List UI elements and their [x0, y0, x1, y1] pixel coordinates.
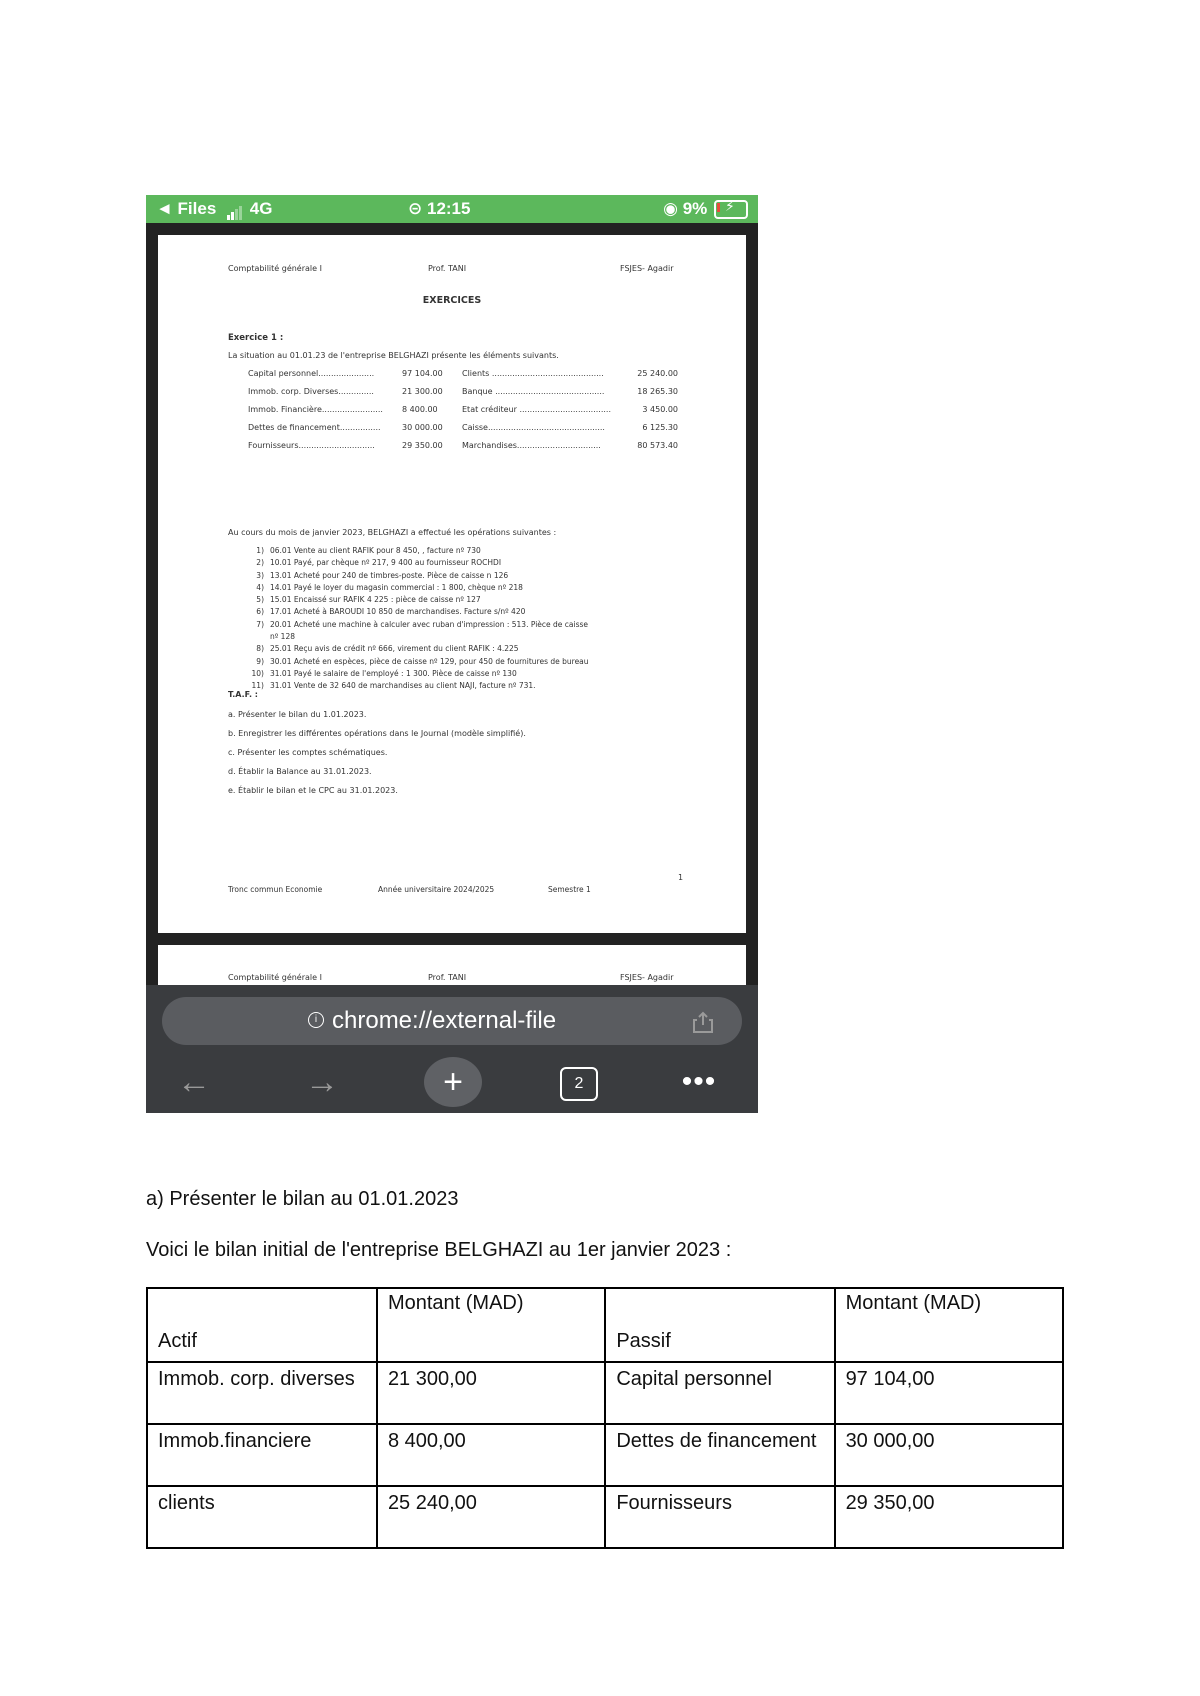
- pdf-header-left: Comptabilité générale I: [228, 973, 322, 982]
- table-cell: 21 300,00: [377, 1362, 605, 1424]
- taf-item: b. Enregistrer les différentes opérations dans le Journal (modèle simplifié).: [228, 729, 526, 738]
- table-header-row: [147, 1288, 1063, 1362]
- pdf-page: [158, 235, 746, 933]
- address-bar[interactable]: [162, 997, 742, 1045]
- info-icon[interactable]: i: [308, 1012, 324, 1028]
- back-to-files-link[interactable]: ◄ Files: [156, 199, 217, 218]
- back-arrow-icon[interactable]: ←: [177, 1063, 211, 1101]
- table-cell: Capital personnel: [605, 1362, 834, 1424]
- operation-item: 8) 25.01 Reçu avis de crédit nº 666, virement du client RAFIK : 4.225: [256, 644, 519, 654]
- status-right: [663, 199, 748, 219]
- pdf-header-right: FSJES- Agadir: [620, 264, 674, 273]
- table-cell: Immob.financiere: [147, 1424, 377, 1486]
- status-left: [156, 199, 272, 220]
- table-cell: 29 350,00: [835, 1486, 1063, 1548]
- signal-icon: [227, 200, 243, 220]
- table-cell: 97 104,00: [835, 1362, 1063, 1424]
- balance-row: Immob. Financière........................ 8 400.00 Etat créditeur .................................... 3 450.00: [248, 405, 678, 414]
- taf-item: a. Présenter le bilan du 1.01.2023.: [228, 710, 367, 719]
- url-text: chrome://external-file: [332, 1007, 557, 1034]
- operation-item: 7) 20.01 Acheté une machine à calculer avec ruban d'impression : 513. Pièce de caisse: [256, 619, 589, 629]
- orientation-lock-icon: ◉: [663, 199, 678, 218]
- network-label: 4G: [249, 199, 273, 218]
- operation-item: 3) 13.01 Acheté pour 240 de timbres-poste. Pièce de caisse n 126: [256, 570, 509, 580]
- pdf-title: EXERCICES: [422, 295, 482, 306]
- operation-item: 4) 14.01 Payé le loyer du magasin commercial : 1 800, chèque nº 218: [256, 582, 523, 592]
- table-cell: 30 000,00: [835, 1424, 1063, 1486]
- operation-item: 9) 30.01 Acheté en espèces, pièce de caisse nº 129, pour 450 de fournitures de bureau: [256, 656, 589, 666]
- exercise-title: Exercice 1 :: [228, 333, 284, 343]
- operation-item: 11) 31.01 Vente de 32 640 de marchandises au client NAJI, facture nº 731.: [251, 681, 536, 691]
- table-cell: Immob. corp. diverses: [147, 1362, 377, 1424]
- table-cell: 8 400,00: [377, 1424, 605, 1486]
- table-cell: Fournisseurs: [605, 1486, 834, 1548]
- table-header-cell: Montant (MAD): [835, 1288, 1063, 1362]
- balance-row: Fournisseurs.............................. 29 350.00 Marchandises................................. 80 573.40: [248, 441, 678, 450]
- table-cell: 25 240,00: [377, 1486, 605, 1548]
- table-header-cell: Actif: [147, 1288, 377, 1362]
- pdf-footer-left: Tronc commun Economie: [228, 885, 323, 894]
- status-bar: [146, 195, 758, 223]
- operation-item: 5) 15.01 Encaissé sur RAFIK 4 225 : pièce de caisse nº 127: [256, 595, 481, 605]
- pdf-header-center: Prof. TANI: [428, 264, 467, 273]
- balance-row: Capital personnel...................... 97 104.00 Clients ............................................ 25 240.00: [248, 369, 678, 378]
- table-row: [147, 1486, 1063, 1548]
- taf-title: T.A.F. :: [228, 690, 258, 699]
- balance-row: Immob. corp. Diverses.............. 21 300.00 Banque ........................................... 18 265.30: [248, 387, 678, 396]
- taf-item: e. Établir le bilan et le CPC au 31.01.2023.: [228, 786, 398, 795]
- pdf-header-right: FSJES- Agadir: [620, 973, 674, 982]
- operations-list: [248, 545, 668, 693]
- document-heading: a) Présenter le bilan au 01.01.2023: [146, 1188, 459, 1210]
- clock: 12:15: [426, 199, 471, 218]
- table-header-cell: Passif: [605, 1288, 834, 1362]
- operations-intro: Au cours du mois de janvier 2023, BELGHAZI a effectué les opérations suivantes :: [228, 528, 557, 537]
- operation-item: 1) 06.01 Vente au client RAFIK pour 8 450, , facture nº 730: [256, 546, 481, 555]
- operation-item: 6) 17.01 Acheté à BAROUDI 10 850 de marchandises. Facture s/nº 420: [256, 607, 526, 617]
- forward-arrow-icon[interactable]: →: [305, 1063, 339, 1101]
- table-row: [147, 1424, 1063, 1486]
- operation-item: 2) 10.01 Payé, par chèque nº 217, 9 400 au fournisseur ROCHDI: [256, 558, 502, 568]
- browser-toolbar: [146, 985, 758, 1113]
- status-center: [408, 199, 470, 219]
- pdf-footer-center: Année universitaire 2024/2025: [378, 885, 495, 894]
- navigation-row: [146, 1057, 758, 1109]
- new-tab-plus-icon[interactable]: +: [424, 1057, 482, 1107]
- table-cell: clients: [147, 1486, 377, 1548]
- page-number: 1: [678, 873, 684, 882]
- pdf-header-center: Prof. TANI: [428, 973, 467, 982]
- more-menu-icon[interactable]: •••: [681, 1065, 717, 1098]
- taf-item: d. Établir la Balance au 31.01.2023.: [228, 767, 372, 776]
- taf-item: c. Présenter les comptes schématiques.: [228, 748, 388, 757]
- exercise-intro: La situation au 01.01.23 de l'entreprise BELGHAZI présente les éléments suivants.: [228, 351, 559, 360]
- link-icon: ⊝: [408, 199, 423, 218]
- table-cell: Dettes de financement: [605, 1424, 834, 1486]
- tab-count-button[interactable]: 2: [560, 1067, 598, 1101]
- operation-item-continuation: nº 128: [270, 632, 295, 642]
- operation-item: 10) 31.01 Payé le salaire de l'employé : 1 300. Pièce de caisse nº 130: [251, 668, 517, 678]
- pdf-header-left: Comptabilité générale I: [228, 264, 322, 273]
- table-row: [147, 1362, 1063, 1424]
- balance-row: Dettes de financement................ 30 000.00 Caisse.............................................. 6 125.30: [248, 423, 678, 432]
- phone-screenshot: [146, 195, 758, 1113]
- battery-icon: ⚡: [714, 200, 748, 219]
- share-icon[interactable]: [690, 1009, 716, 1042]
- pdf-footer-right: Semestre 1: [548, 885, 591, 894]
- table-header-cell: Montant (MAD): [377, 1288, 605, 1362]
- battery-percent: 9%: [682, 199, 708, 218]
- document-intro: Voici le bilan initial de l'entreprise BELGHAZI au 1er janvier 2023 :: [146, 1239, 732, 1261]
- bilan-table: [146, 1287, 1064, 1549]
